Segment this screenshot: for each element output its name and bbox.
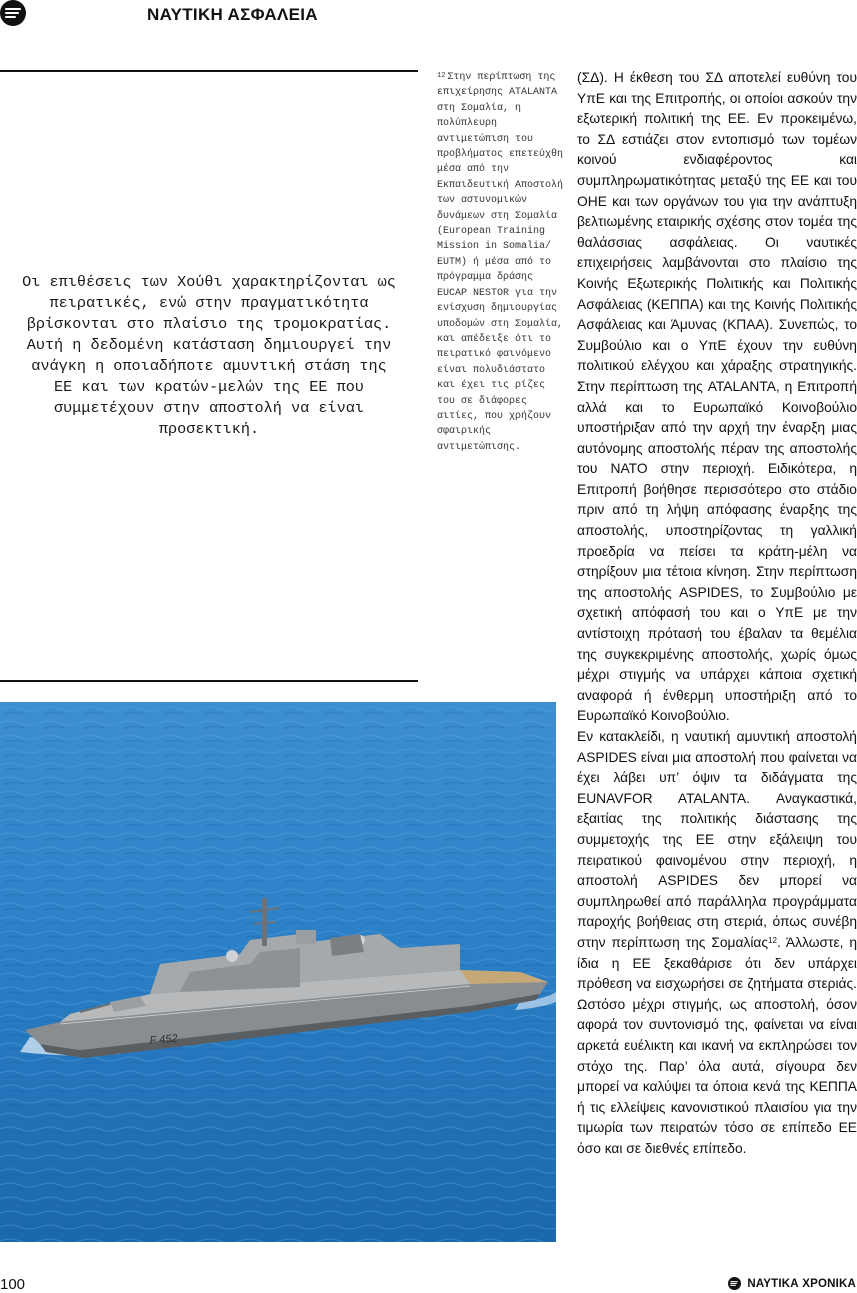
bottom-divider	[0, 680, 418, 682]
section-title: ΝΑΥΤΙΚΗ ΑΣΦΑΛΕΙΑ	[147, 5, 318, 24]
top-divider	[0, 70, 418, 72]
page-number: 100	[0, 1276, 26, 1293]
body-paragraph-1: (ΣΔ). Η έκθεση του ΣΔ αποτελεί ευθύνη του ΥπΕ και της Επιτροπής, οι οποίοι ασκούν την εξωτερική πολιτική της ΕΕ. Εν προκειμένω, το ΣΔ εστιάζει στον εντοπισμό των τομέων κοινού ενδιαφέροντος και συμπληρωματικότητας μεταξύ της ΕΕ και του ΟΗΕ και των οργάνων του για την ανάπτυξη βελτιωμένης εταιρικής σχέσης στον τομέα της θαλάσσιας ασφάλειας. Οι ναυτικές επιχειρήσεις λαμβάνονται στο πλαίσιο της Κοινής Εξωτερικής Πολιτικής και Πολιτικής Ασφάλειας (ΚΕΠΠΑ) και της Κοινής Πολιτικής Ασφάλειας και Άμυνας (ΚΠΑΑ). Συνεπώς, το Συμβούλιο και ο ΥπΕ έχουν την ευθύνη πολιτικού ελέγχου και χάραξης στρατηγικής. Στην περίπτωση της ATALANTA, η Επιτροπή αλλά και το Ευρωπαϊκό Κοινοβούλιο υποστήριξαν από την αρχή την έναρξη μιας αυτόνομης αποστολής πέραν της αποστολής του ΝΑΤΟ στην περιοχή. Ειδικότερα, η Επιτροπή βοήθησε περισσότερο στο στάδιο πριν από τη λήψη απόφασης έναρξης της αποστολής, υποστηρίζοντας τη γαλλική προεδρία να πείσει τα κράτη-μέλη να στηρίξουν μια τέτοια κίνηση. Στην περίπτωση της αποστολής ASPIDES, το Συμβούλιο με σχετική απόφασή του και ο ΥπΕ με την αντίστοιχη πρότασή του έβαλαν τα θεμέλια της συγκεκριμένης αποστολής, χωρίς όμως μέχρι στιγμής να υπάρχει κάποια σχετική αναφορά ή ένθερμη υποστήριξη από το Ευρωπαϊκό Κοινοβούλιο.	[577, 70, 857, 724]
brand-footer	[728, 1277, 856, 1290]
body-paragraph-2-start: Εν κατακλείδι, η ναυτική αμυντική αποστολή ASPIDES είναι μια αποστολή που φαίνεται να έχει λάβει υπ’ όψιν τα διδάγματα της EUNAVFOR ATALANTA. Αναγκαστικά, εξαιτίας της πολιτικής διάστασης της συμμετοχής της ΕΕ στην εξάλειψη του πειρατικού φαινομένου στην περιοχή, η αποστολή ASPIDES δεν μπορεί να συμπληρωθεί από παράλληλα προγράμματα παροχής βοήθειας στη στεριά, όπως συνέβη στην περίπτωση της Σομαλίας	[577, 729, 857, 950]
footnote-reference: 12	[768, 935, 777, 945]
body-paragraph-2-end: . Άλλωστε, η ίδια η ΕΕ ξεκαθάρισε ότι δεν υπάρχει πρόθεση να εισχωρήσει σε ζητήματα στεριάς. Ωστόσο μέχρι στιγμής, ως αποστολή, όσον αφορά τον συντονισμό της, φαίνεται να είναι αρκετά ευέλικτη και ικανή να εκπληρώσει τον στόχο της. Παρ’ όλα αυτά, σίγουρα δεν μπορεί να καλύψει τα όποια κενά της ΚΕΠΠΑ ή τις ελλείψεις κανονιστικού πλαισίου για την τιμωρία των πειρατών τόσο σε επίπεδο ΕΕ όσο και σε διεθνές επίπεδο.	[577, 934, 857, 1156]
section-logo-icon	[0, 0, 28, 28]
pull-quote: Οι επιθέσεις των Χούθι χαρακτηρίζονται ως πειρατικές, ενώ στην πραγματικότητα βρίσκονται στο πλαίσιο της τρομοκρατίας. Αυτή η δεδομένη κατάσταση δημιουργεί την ανάγκη η οποιαδήποτε αμυντική στάση της ΕΕ και των κρατών-μελών της ΕΕ που συμμετέχουν στην αποστολή να είναι προσεκτική.	[22, 273, 396, 438]
footnote-text: Στην περίπτωση της επιχείρησης ATALANTA στη Σομαλία, η πολύπλευρη αντιμετώπιση του προβλήματος επετεύχθη μέσα από την Εκπαιδευτική Αποστολή των αστυνομικών δυνάμεων στη Σομαλία (European Training Mission in Somalia/ EUTM) ή μέσα από το πρόγραμμα δράσης EUCAP NESTOR για την ενίσχυση δημιουργίας υποδομών στη Σομαλία, και απέδειξε ότι το πειρατικό φαινόμενο είναι πολυδιάστατο και έχει τις ρίζες του σε διάφορες αιτίες, που χρήζουν σφαιρικής αντιμετώπισης.	[437, 72, 564, 453]
article-body	[577, 68, 857, 1159]
hull-number: F 452	[149, 1032, 179, 1047]
footnote	[437, 70, 566, 455]
brand-name: ΝΑΥΤΙΚΑ ΧΡΟΝΙΚΑ	[747, 1277, 856, 1290]
frigate-photo	[0, 702, 556, 1242]
brand-logo-icon	[728, 1277, 741, 1290]
footnote-number: 12	[437, 72, 446, 80]
body-paragraph-2	[577, 727, 857, 1159]
